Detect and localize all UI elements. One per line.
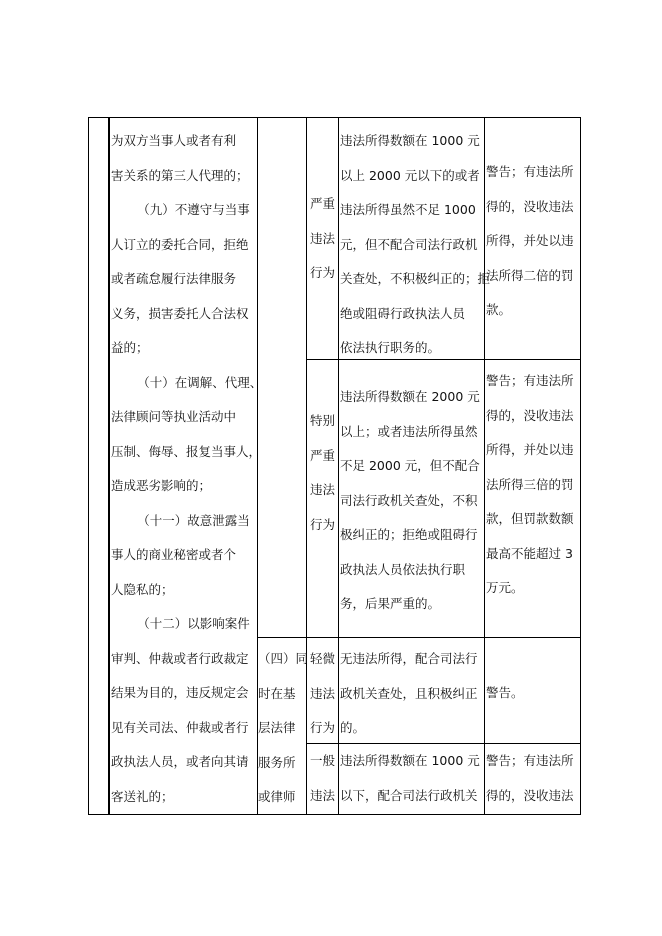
text-line: 客送礼的； bbox=[111, 788, 174, 804]
table-border-col1 bbox=[108, 117, 110, 815]
text-line: 违法所得数额在 2000 元 bbox=[340, 389, 480, 404]
text-line: 害关系的第三人代理的； bbox=[111, 167, 249, 183]
text-line: 法律顾问等执业活动中 bbox=[111, 409, 237, 424]
text-line: 法所得二倍的罚 bbox=[486, 267, 574, 283]
text-line: 服务所 bbox=[258, 754, 296, 770]
text-line: 依法执行职务的。 bbox=[340, 340, 441, 355]
text-line: 见有关司法、仲裁或者行 bbox=[111, 719, 249, 735]
circumstance-cell bbox=[340, 124, 490, 366]
level-cell bbox=[310, 404, 335, 542]
text-line: 层法律 bbox=[258, 720, 296, 735]
text-line: 行为 bbox=[310, 265, 336, 280]
text-line: 政执法人员依法执行职 bbox=[340, 561, 466, 577]
text-line: 不足 2000 元，但不配合 bbox=[340, 458, 480, 473]
text-line: 绝或阻碍行政执法人员 bbox=[340, 305, 466, 321]
table-border-col0 bbox=[88, 117, 89, 815]
text-line: 时在基 bbox=[258, 685, 296, 701]
text-line: 事人的商业秘密或者个 bbox=[111, 547, 237, 562]
penalty-cell bbox=[486, 364, 574, 606]
text-line: （九）不遵守与当事 bbox=[137, 202, 250, 217]
subject-cell-4 bbox=[258, 642, 308, 815]
text-line: 人隐私的； bbox=[111, 581, 174, 597]
text-line: 违法 bbox=[310, 787, 336, 803]
text-line: （十一）故意泄露当 bbox=[137, 512, 250, 528]
penalty-cell bbox=[486, 155, 574, 328]
text-line: 一般 bbox=[310, 753, 336, 768]
penalty-cell bbox=[486, 744, 574, 813]
text-line: 警告；有违法所 bbox=[486, 373, 574, 388]
text-line: 关查处，不积极纠正的；拒 bbox=[340, 271, 491, 286]
level-cell bbox=[310, 187, 335, 291]
text-line: 或律师 bbox=[258, 789, 296, 804]
text-line: 以上 2000 元以下的或者 bbox=[340, 167, 480, 183]
text-line: 轻微 bbox=[310, 651, 336, 666]
table-bottom-border bbox=[88, 814, 581, 815]
text-line: 款，但罚款数额 bbox=[486, 511, 574, 526]
text-line: （四）同 bbox=[258, 651, 309, 666]
text-line: 严重 bbox=[310, 447, 336, 463]
text-line: 审判、仲裁或者行政裁定 bbox=[111, 650, 249, 666]
text-line: （十）在调解、代理、 bbox=[137, 374, 263, 390]
table-border-right bbox=[580, 117, 581, 815]
circumstance-cell bbox=[340, 380, 480, 622]
text-line: 万元。 bbox=[486, 580, 524, 595]
text-line: 造成恶劣影响的； bbox=[111, 478, 212, 493]
text-line: 得的，没收违法 bbox=[486, 198, 574, 214]
text-line: 以上；或者违法所得虽然 bbox=[340, 423, 478, 439]
text-line: 益的； bbox=[111, 340, 149, 355]
text-line: 违法 bbox=[310, 685, 336, 701]
row-divider bbox=[257, 637, 581, 638]
text-line: 得的，没收违法 bbox=[486, 407, 574, 423]
text-line: 违法 bbox=[310, 230, 336, 246]
level-cell bbox=[310, 744, 335, 813]
text-line: 违法 bbox=[310, 482, 336, 497]
text-line: 法所得三倍的罚 bbox=[486, 476, 574, 492]
text-line: 警告；有违法所 bbox=[486, 753, 574, 768]
text-line: 警告；有违法所 bbox=[486, 164, 574, 179]
text-line: 款。 bbox=[486, 302, 512, 317]
text-line: 违法所得数额在 1000 元 bbox=[340, 133, 480, 148]
text-line: 所得，并处以违 bbox=[486, 233, 574, 248]
text-line: 以下，配合司法行政机关 bbox=[340, 787, 478, 803]
text-line: 警告。 bbox=[486, 685, 524, 700]
text-line: 最高不能超过 3 bbox=[486, 545, 573, 561]
text-line: 行为 bbox=[310, 516, 336, 532]
text-line: 结果为目的，违反规定会 bbox=[111, 685, 249, 700]
text-line: 极纠正的；拒绝或阻碍行 bbox=[340, 527, 478, 542]
text-line: 司法行政机关查处，不积 bbox=[340, 492, 478, 508]
text-line: 务，后果严重的。 bbox=[340, 596, 441, 611]
text-line: 严重 bbox=[310, 196, 336, 211]
text-line: 政执法人员，或者向其请 bbox=[111, 754, 249, 769]
text-line: 义务，损害委托人合法权 bbox=[111, 305, 249, 321]
level-cell bbox=[310, 642, 335, 746]
table-border-col4 bbox=[338, 117, 339, 815]
text-line: 的。 bbox=[340, 720, 366, 735]
text-line: 政机关查处，且积极纠正 bbox=[340, 685, 478, 701]
violation-description-cell bbox=[111, 124, 262, 814]
text-line: （十二）以影响案件 bbox=[137, 616, 250, 631]
table-top-border bbox=[88, 117, 581, 118]
text-line: 得的，没收违法 bbox=[486, 787, 574, 803]
text-line: 违法所得数额在 1000 元 bbox=[340, 753, 480, 768]
text-line: 所得，并处以违 bbox=[486, 442, 574, 457]
text-line: 元，但不配合司法行政机 bbox=[340, 236, 478, 252]
text-line: 违法所得虽然不足 1000 bbox=[340, 202, 476, 217]
text-line: 特别 bbox=[310, 413, 336, 428]
circumstance-cell bbox=[340, 642, 478, 746]
text-line: 无违法所得，配合司法行 bbox=[340, 651, 478, 666]
circumstance-cell bbox=[340, 744, 480, 813]
text-line: 人订立的委托合同，拒绝 bbox=[111, 236, 249, 252]
penalty-cell bbox=[486, 676, 524, 711]
text-line: 为双方当事人或者有利 bbox=[111, 133, 237, 148]
text-line: 压制、侮辱、报复当事人， bbox=[111, 443, 262, 459]
text-line: 行为 bbox=[310, 720, 336, 735]
text-line: 或者疏怠履行法律服务 bbox=[111, 271, 237, 286]
